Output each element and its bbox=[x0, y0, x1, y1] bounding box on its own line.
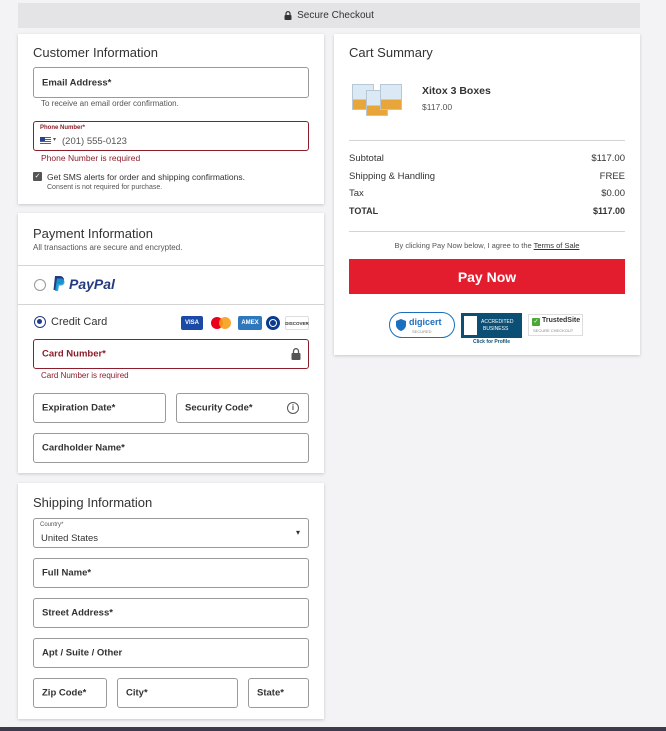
total-row bbox=[349, 206, 625, 216]
credit-card-label[interactable]: Credit Card bbox=[51, 316, 108, 328]
state-placeholder: State* bbox=[257, 687, 284, 699]
visa-icon: VISA bbox=[181, 316, 203, 330]
card-number-field[interactable] bbox=[33, 339, 309, 369]
city-placeholder: City* bbox=[126, 687, 148, 699]
phone-error: Phone Number is required bbox=[41, 153, 141, 163]
subtotal-row bbox=[349, 153, 625, 164]
shipping-label: Shipping & Handling bbox=[349, 171, 436, 182]
country-label: Country* bbox=[40, 522, 64, 528]
payment-information-title: Payment Information bbox=[33, 226, 153, 241]
paypal-logo[interactable] bbox=[52, 275, 115, 292]
terms-of-sale-link[interactable]: Terms of Sale bbox=[533, 241, 580, 250]
street-placeholder: Street Address* bbox=[42, 607, 113, 619]
security-placeholder: Security Code* bbox=[185, 402, 253, 414]
card-number-placeholder: Card Number* bbox=[42, 348, 106, 360]
cart-item-price: $117.00 bbox=[422, 102, 453, 112]
sms-helper: Consent is not required for purchase. bbox=[47, 184, 163, 191]
divider bbox=[18, 304, 324, 305]
cardholder-placeholder: Cardholder Name* bbox=[42, 442, 125, 454]
apt-placeholder: Apt / Suite / Other bbox=[42, 647, 123, 659]
total-label: TOTAL bbox=[349, 206, 379, 216]
shield-lock-icon bbox=[396, 319, 406, 331]
card-number-error: Card Number is required bbox=[41, 371, 129, 380]
trustedsite-sub: SECURE CHECKOUT bbox=[533, 328, 574, 333]
security-code-field[interactable] bbox=[176, 393, 309, 423]
shipping-value: FREE bbox=[599, 171, 625, 182]
trustedsite-label: TrustedSite bbox=[542, 317, 581, 324]
divider bbox=[349, 231, 625, 232]
tax-label: Tax bbox=[349, 188, 364, 199]
apt-suite-field[interactable] bbox=[33, 638, 309, 668]
secure-checkout-bar bbox=[18, 3, 640, 28]
bbb-line1: ACCREDITED bbox=[481, 319, 514, 325]
diners-icon bbox=[266, 316, 280, 330]
bbb-line2: BUSINESS bbox=[483, 326, 509, 332]
credit-card-radio[interactable] bbox=[34, 316, 46, 328]
country-select[interactable] bbox=[33, 518, 309, 548]
product-image bbox=[352, 80, 408, 118]
email-placeholder: Email Address* bbox=[42, 77, 112, 88]
zip-placeholder: Zip Code* bbox=[42, 687, 87, 699]
city-field[interactable] bbox=[117, 678, 238, 708]
info-icon[interactable]: i bbox=[287, 402, 299, 414]
bbb-caption[interactable]: Click for Profile bbox=[473, 339, 510, 345]
divider bbox=[349, 140, 625, 141]
email-field[interactable] bbox=[33, 67, 309, 98]
digicert-badge[interactable] bbox=[389, 312, 455, 338]
shipping-information-title: Shipping Information bbox=[33, 495, 153, 510]
paypal-icon bbox=[52, 275, 66, 292]
street-address-field[interactable] bbox=[33, 598, 309, 628]
cart-summary-title: Cart Summary bbox=[349, 45, 433, 60]
chevron-down-icon: ▾ bbox=[295, 528, 300, 537]
digicert-sub: SECURED bbox=[412, 329, 432, 334]
cart-item-name: Xitox 3 Boxes bbox=[422, 85, 491, 97]
trustedsite-badge[interactable] bbox=[528, 314, 583, 336]
mastercard-icon bbox=[209, 316, 233, 330]
country-value: United States bbox=[41, 533, 99, 544]
terms-text bbox=[349, 241, 625, 250]
email-helper: To receive an email order confirmation. bbox=[41, 99, 179, 108]
lock-icon bbox=[284, 11, 292, 20]
sms-label: Get SMS alerts for order and shipping confirmations. bbox=[47, 172, 245, 182]
bbb-logo-icon bbox=[464, 316, 477, 335]
us-flag-icon[interactable] bbox=[40, 137, 51, 145]
payment-subtitle: All transactions are secure and encrypted. bbox=[33, 243, 183, 252]
terms-prefix: By clicking Pay Now below, I agree to the bbox=[394, 241, 532, 250]
paypal-label: PayPal bbox=[69, 275, 115, 292]
bbb-badge[interactable] bbox=[461, 313, 522, 338]
amex-icon: AMEX bbox=[238, 316, 262, 330]
zip-code-field[interactable] bbox=[33, 678, 107, 708]
phone-field[interactable] bbox=[33, 121, 309, 151]
check-icon: ✓ bbox=[533, 319, 539, 325]
full-name-field[interactable] bbox=[33, 558, 309, 588]
tax-value: $0.00 bbox=[601, 188, 625, 199]
full-name-placeholder: Full Name* bbox=[42, 567, 92, 579]
state-field[interactable] bbox=[248, 678, 309, 708]
chevron-down-icon: ▾ bbox=[53, 137, 57, 143]
bottom-bar bbox=[0, 727, 666, 731]
digicert-label: digicert bbox=[409, 317, 442, 327]
total-value: $117.00 bbox=[592, 206, 625, 216]
phone-label: Phone Number* bbox=[40, 125, 86, 131]
paypal-radio[interactable] bbox=[34, 279, 46, 291]
expiration-placeholder: Expiration Date* bbox=[42, 402, 116, 414]
expiration-date-field[interactable] bbox=[33, 393, 166, 423]
phone-placeholder: (201) 555-0123 bbox=[62, 136, 127, 147]
secure-checkout-label: Secure Checkout bbox=[297, 10, 374, 21]
discover-icon: DISCOVER bbox=[285, 316, 309, 330]
pay-now-button[interactable]: Pay Now bbox=[349, 259, 625, 294]
lock-icon bbox=[291, 348, 301, 360]
subtotal-value: $117.00 bbox=[591, 153, 625, 164]
customer-information-title: Customer Information bbox=[33, 45, 158, 60]
cardholder-name-field[interactable] bbox=[33, 433, 309, 463]
subtotal-label: Subtotal bbox=[349, 153, 384, 164]
sms-checkbox[interactable]: ✓ bbox=[34, 173, 41, 180]
divider bbox=[18, 265, 324, 266]
shipping-row bbox=[349, 171, 625, 182]
tax-row bbox=[349, 188, 625, 199]
